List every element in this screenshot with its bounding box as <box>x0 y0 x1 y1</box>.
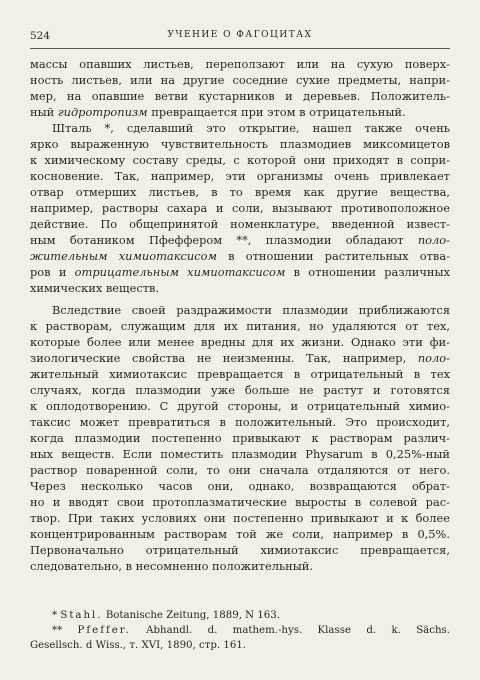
page-body <box>30 56 450 574</box>
text-line: концентрированным растворам той же соли, например в 0,5%. <box>30 527 450 541</box>
text-line: ных веществ. Если поместить плазмодии Physarum в 0,25%-ный <box>30 447 450 461</box>
page-header <box>30 30 450 46</box>
text-line: зиологические свойства не неизменны. Так, например, поло- <box>30 351 450 365</box>
text-line: ров и отрицательным химиотаксисом в отношении различных <box>30 265 450 279</box>
text-line: к оплодотворению. С другой стороны, и отрицательный химио- <box>30 399 450 413</box>
text-line: массы опавших листьев, переползают или на сухую поверх- <box>30 57 450 71</box>
header-rule <box>30 48 450 49</box>
text-line: к растворам, служащим для их питания, но удаляются от тех, <box>30 319 450 333</box>
text-line: Первоначально отрицательный химиотаксис превращается, <box>30 543 450 557</box>
text-line: к химическому составу среды, с которой они приходят в сопри- <box>30 153 450 167</box>
text-line: когда плазмодии постепенно привыкают к растворам различ- <box>30 431 450 445</box>
text-line: ный гидротропизм превращается при этом в отрицательный. <box>30 105 406 119</box>
footnotes <box>30 608 450 653</box>
text-line: Шталь *, сделавший это открытие, нашел также очень <box>52 121 450 135</box>
text-line: мер, на опавшие ветви кустарников и деревьев. Положитель- <box>30 89 450 103</box>
text-line: например, растворы сахара и соли, вызывают противоположное <box>30 201 450 215</box>
text-line: химических веществ. <box>30 281 160 295</box>
text-line: Вследствие своей раздражимости плазмодии приближаются <box>52 303 450 317</box>
text-line: случаях, когда плазмодии уже больше не растут и готовятся <box>30 383 450 397</box>
text-line: Через несколько часов они, однако, возвращаются обрат- <box>30 479 450 493</box>
text-line: косновение. Так, например, эти организмы очень привлекает <box>30 169 450 183</box>
text-line: таксис может превратиться в положительный. Это происходит, <box>30 415 450 429</box>
footnote-1: * Stahl. Botanische Zeitung, 1889, N 163. <box>52 610 280 621</box>
text-line: ность листьев, или на другие соседние сухие предметы, напри- <box>30 73 450 87</box>
text-line: следовательно, в несомненно положительный. <box>30 559 314 573</box>
footnote-source: Botanische Zeitung, 1889, N 163. <box>105 610 280 621</box>
footnote-2-continued: Gesellsch. d Wiss., т. XVI, 1890, стр. 161. <box>30 640 247 651</box>
text-line: раствор поваренной соли, то они сначала отдаляются от него. <box>30 463 450 477</box>
page-number: 524 <box>30 30 51 42</box>
footnote-source: Abhandl. d. mathem.-hys. Klasse d. k. Sächs. <box>146 625 450 636</box>
footnote-author: Stahl. <box>60 610 103 621</box>
text-line: отвар отмерших листьев, в то время как другие вещества, <box>30 185 450 199</box>
footnote-author: Pfeffer. <box>77 625 131 636</box>
running-title: УЧЕНИЕ О ФАГОЦИТАХ <box>167 30 313 40</box>
footnote-2: ** Pfeffer. Abhandl. d. mathem.-hys. Klasse d. k. Sächs. <box>52 625 450 636</box>
text-line: которые более или менее вредны для их жизни. Однако эти фи- <box>30 335 450 349</box>
text-line: твор. При таких условиях они постепенно привыкают и к более <box>30 511 450 525</box>
text-line: действие. По общепринятой номенклатуре, введенной извест- <box>30 217 450 231</box>
text-line: жительный химиотаксис превращается в отрицательный в тех <box>30 367 450 381</box>
text-line: ным ботаником Пфеффером **, плазмодии обладают поло- <box>30 233 450 247</box>
text-line: жительным химиотаксисом в отношении растительных отва- <box>30 249 450 263</box>
text-line: ярко выраженную чувствительность плазмодиев миксомицетов <box>30 137 450 151</box>
text-line: но и вводят свои протоплазматические выросты в солевой рас- <box>30 495 450 509</box>
